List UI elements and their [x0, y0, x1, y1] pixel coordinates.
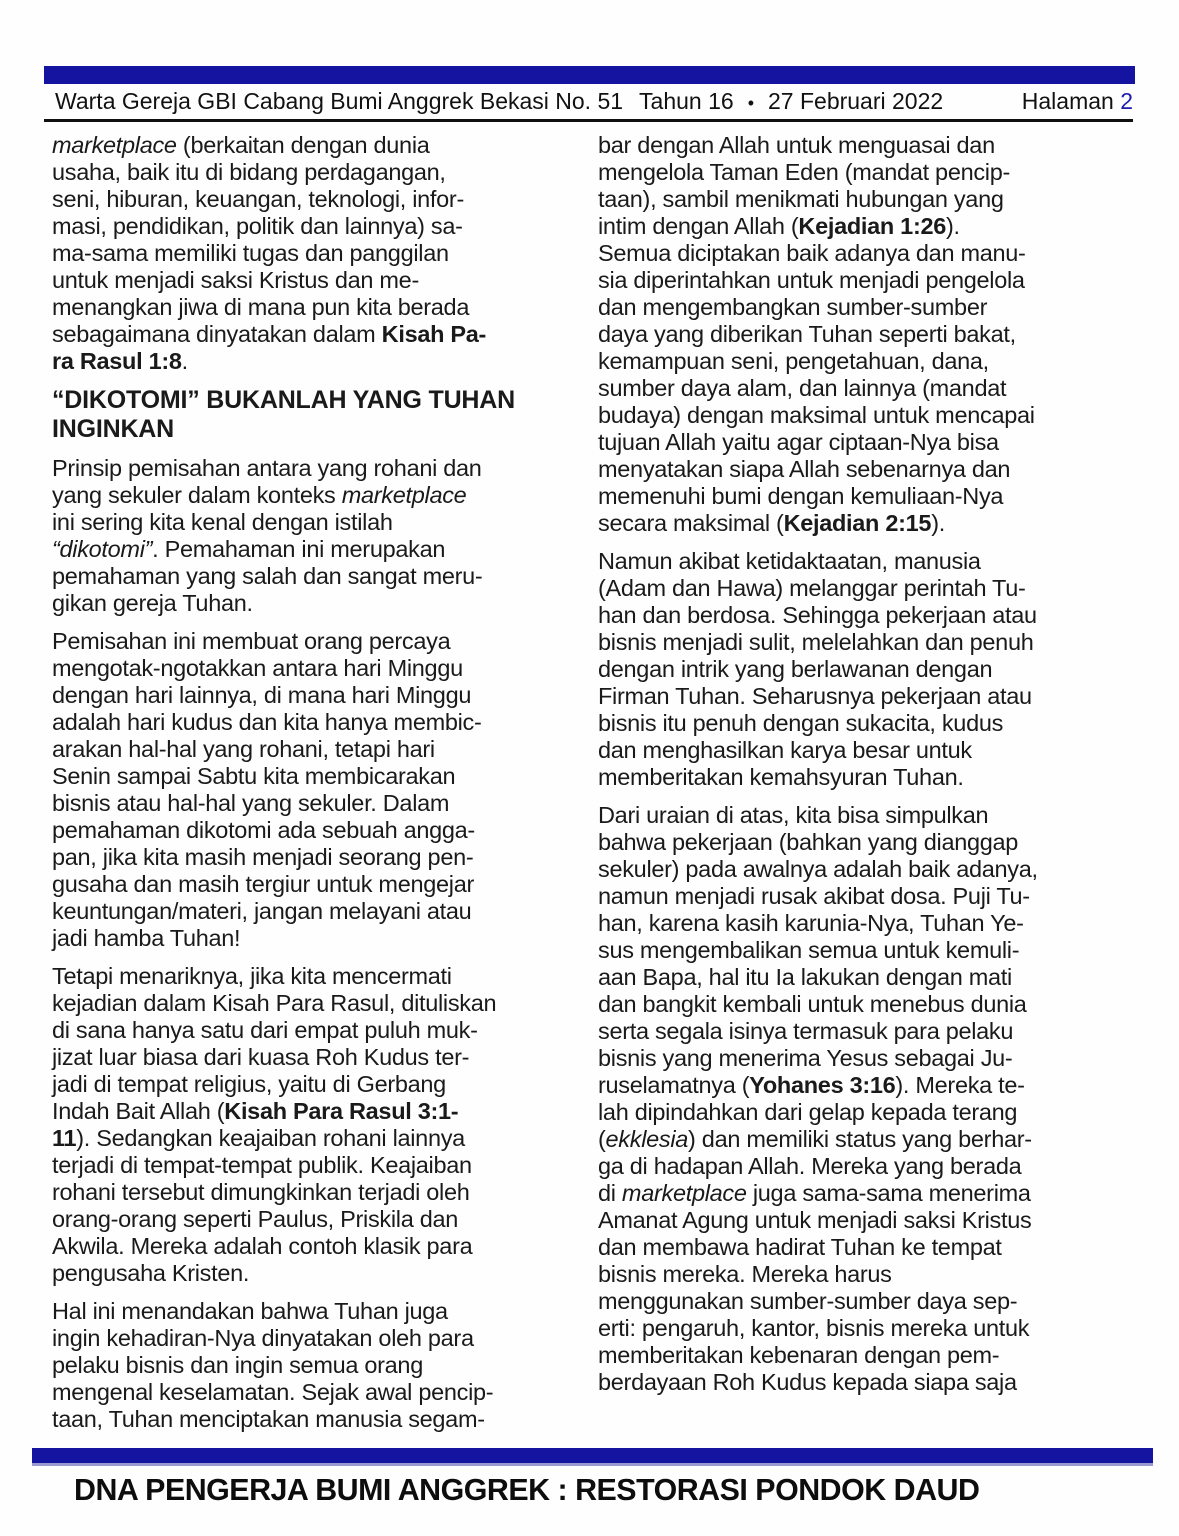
paragraph	[52, 963, 568, 1287]
text-line: di marketplace juga sama-sama menerima	[598, 1180, 1031, 1206]
text-line: pan, jika kita masih menjadi seorang pen-	[52, 844, 474, 870]
text-line: arakan hal-hal yang rohani, tetapi hari	[52, 736, 435, 762]
text-line: dan mengembangkan sumber-sumber	[598, 294, 988, 320]
footer-headline: DNA PENGERJA BUMI ANGGREK : RESTORASI PONDOK DAUD	[74, 1472, 980, 1507]
text-line: Pemisahan ini membuat orang percaya	[52, 628, 451, 654]
text-line: mengotak-ngotakkan antara hari Minggu	[52, 655, 463, 681]
text-line: kejadian dalam Kisah Para Rasul, dituliskan	[52, 990, 497, 1016]
text-line: ruselamatnya (Yohanes 3:16). Mereka te-	[598, 1072, 1025, 1098]
text-line: jizat luar biasa dari kuasa Roh Kudus ter-	[52, 1044, 470, 1070]
text-line: dengan hari lainnya, di mana hari Minggu	[52, 682, 472, 708]
footer-bar	[32, 1448, 1153, 1466]
text-line: memenuhi bumi dengan kemuliaan-Nya	[598, 483, 1004, 509]
text-line: sebagaimana dinyatakan dalam Kisah Pa-	[52, 321, 487, 347]
text-line: ini sering kita kenal dengan istilah	[52, 509, 393, 535]
text-line: bisnis mereka. Mereka harus	[598, 1261, 892, 1287]
article-body	[52, 132, 1135, 1444]
text-line: pemahaman dikotomi ada sebuah angga-	[52, 817, 475, 843]
text-line: han dan berdosa. Sehingga pekerjaan atau	[598, 602, 1037, 628]
text-line: di sana hanya satu dari empat puluh muk-	[52, 1017, 478, 1043]
text-line: erti: pengaruh, kantor, bisnis mereka untuk	[598, 1315, 1030, 1341]
text-line: daya yang diberikan Tuhan seperti bakat,	[598, 321, 1016, 347]
text-line: taan, Tuhan menciptakan manusia segam-	[52, 1406, 485, 1432]
page-number: 2	[1120, 88, 1133, 114]
text-line: “dikotomi”. Pemahaman ini merupakan	[52, 536, 446, 562]
text-line: budaya) dengan maksimal untuk mencapai	[598, 402, 1035, 428]
text-line: keuntungan/materi, jangan melayani atau	[52, 898, 472, 924]
text-line: ingin kehadiran-Nya dinyatakan oleh para	[52, 1325, 474, 1351]
text-line: Semua diciptakan baik adanya dan manu-	[598, 240, 1026, 266]
text-line: usaha, baik itu di bidang perdagangan,	[52, 159, 446, 185]
text-line: dan bangkit kembali untuk menebus dunia	[598, 991, 1027, 1017]
text-line: Tetapi menariknya, jika kita mencermati	[52, 963, 452, 989]
text-line: adalah hari kudus dan kita hanya membic-	[52, 709, 482, 735]
text-line: aan Bapa, hal itu Ia lakukan dengan mati	[598, 964, 1012, 990]
right-column	[598, 132, 1135, 1444]
text-line: mengelola Taman Eden (mandat pencip-	[598, 159, 1011, 185]
text-line: Senin sampai Sabtu kita membicarakan	[52, 763, 456, 789]
text-line: secara maksimal (Kejadian 2:15).	[598, 510, 945, 536]
paragraph	[52, 1298, 568, 1433]
text-line: ga di hadapan Allah. Mereka yang berada	[598, 1153, 1022, 1179]
text-line: menggunakan sumber-sumber daya sep-	[598, 1288, 1018, 1314]
text-line: bahwa pekerjaan (bahkan yang dianggap	[598, 829, 1019, 855]
header-top-bar	[44, 66, 1135, 84]
text-line: terjadi di tempat-tempat publik. Keajaiban	[52, 1152, 472, 1178]
text-line: dengan intrik yang berlawanan dengan	[598, 656, 993, 682]
masthead-edition: Warta Gereja GBI Cabang Bumi Anggrek Bekasi No. 51	[55, 88, 624, 114]
text-line: pengusaha Kristen.	[52, 1260, 250, 1286]
text-line: Prinsip pemisahan antara yang rohani dan	[52, 455, 482, 481]
bullet-separator-icon: •	[747, 93, 754, 113]
text-line: (Adam dan Hawa) melanggar perintah Tu-	[598, 575, 1026, 601]
text-line: rohani tersebut dimungkinkan terjadi oleh	[52, 1179, 470, 1205]
page-indicator	[1022, 88, 1133, 115]
text-line: taan), sambil menikmati hubungan yang	[598, 186, 1004, 212]
text-line: kemampuan seni, pengetahuan, dana,	[598, 348, 989, 374]
header-divider	[44, 119, 1133, 122]
text-line: gikan gereja Tuhan.	[52, 590, 253, 616]
text-line: untuk menjadi saksi Kristus dan me-	[52, 267, 419, 293]
paragraph	[52, 628, 568, 952]
text-line: pelaku bisnis dan ingin semua orang	[52, 1352, 423, 1378]
text-line: Amanat Agung untuk menjadi saksi Kristus	[598, 1207, 1032, 1233]
text-line: Firman Tuhan. Seharusnya pekerjaan atau	[598, 683, 1032, 709]
text-line: sia diperintahkan untuk menjadi pengelola	[598, 267, 1025, 293]
text-line: yang sekuler dalam konteks marketplace	[52, 482, 467, 508]
left-column	[52, 132, 568, 1444]
text-line: gusaha dan masih tergiur untuk mengejar	[52, 871, 475, 897]
text-line: bisnis yang menerima Yesus sebagai Ju-	[598, 1045, 1013, 1071]
text-line: jadi di tempat religius, yaitu di Gerbang	[52, 1071, 446, 1097]
text-line: tujuan Allah yaitu agar ciptaan-Nya bisa	[598, 429, 999, 455]
masthead-year: Tahun 16	[639, 88, 734, 114]
text-line: intim dengan Allah (Kejadian 1:26).	[598, 213, 960, 239]
masthead-date: 27 Februari 2022	[768, 88, 944, 114]
text-line: sekuler) pada awalnya adalah baik adanya,	[598, 856, 1038, 882]
text-line: memberitakan kebenaran dengan pem-	[598, 1342, 1000, 1368]
paragraph	[598, 548, 1135, 791]
text-line: Akwila. Mereka adalah contoh klasik para	[52, 1233, 473, 1259]
text-line: sumber daya alam, dan lainnya (mandat	[598, 375, 1007, 401]
text-line: memberitakan kemahsyuran Tuhan.	[598, 764, 964, 790]
text-line: lah dipindahkan dari gelap kepada terang	[598, 1099, 1018, 1125]
text-line: menangkan jiwa di mana pun kita berada	[52, 294, 470, 320]
text-line: Dari uraian di atas, kita bisa simpulkan	[598, 802, 989, 828]
paragraph	[52, 455, 568, 617]
text-line: mengenal keselamatan. Sejak awal pencip-	[52, 1379, 494, 1405]
text-line: bisnis menjadi sulit, melelahkan dan penuh	[598, 629, 1034, 655]
text-line: 11). Sedangkan keajaiban rohani lainnya	[52, 1125, 465, 1151]
text-line: ma-sama memiliki tugas dan panggilan	[52, 240, 449, 266]
text-line: INGINKAN	[52, 415, 175, 443]
paragraph	[598, 802, 1135, 1396]
text-line: (ekklesia) dan memiliki status yang berhar-	[598, 1126, 1032, 1152]
text-line: pemahaman yang salah dan sangat meru-	[52, 563, 483, 589]
text-line: marketplace (berkaitan dengan dunia	[52, 132, 430, 158]
text-line: ra Rasul 1:8.	[52, 348, 188, 374]
text-line: berdayaan Roh Kudus kepada siapa saja	[598, 1369, 1017, 1395]
text-line: han, karena kasih karunia-Nya, Tuhan Ye-	[598, 910, 1024, 936]
masthead-line	[55, 88, 1133, 115]
text-line: bar dengan Allah untuk menguasai dan	[598, 132, 995, 158]
text-line: bisnis atau hal-hal yang sekuler. Dalam	[52, 790, 450, 816]
text-line: Hal ini menandakan bahwa Tuhan juga	[52, 1298, 448, 1324]
page-label: Halaman	[1021, 88, 1114, 114]
text-line: “DIKOTOMI” BUKANLAH YANG TUHAN	[52, 386, 515, 414]
paragraph	[52, 132, 568, 375]
text-line: Namun akibat ketidaktaatan, manusia	[598, 548, 981, 574]
text-line: Indah Bait Allah (Kisah Para Rasul 3:1-	[52, 1098, 459, 1124]
text-line: jadi hamba Tuhan!	[52, 925, 241, 951]
text-line: namun menjadi rusak akibat dosa. Puji Tu-	[598, 883, 1030, 909]
section-heading	[52, 386, 568, 444]
text-line: dan membawa hadirat Tuhan ke tempat	[598, 1234, 1002, 1260]
text-line: bisnis itu penuh dengan sukacita, kudus	[598, 710, 1004, 736]
text-line: menyatakan siapa Allah sebenarnya dan	[598, 456, 1011, 482]
text-line: serta segala isinya termasuk para pelaku	[598, 1018, 1014, 1044]
paragraph	[598, 132, 1135, 537]
text-line: seni, hiburan, keuangan, teknologi, infor-	[52, 186, 464, 212]
text-line: masi, pendidikan, politik dan lainnya) sa-	[52, 213, 463, 239]
text-line: orang-orang seperti Paulus, Priskila dan	[52, 1206, 459, 1232]
text-line: dan menghasilkan karya besar untuk	[598, 737, 972, 763]
text-line: sus mengembalikan semua untuk kemuli-	[598, 937, 1020, 963]
